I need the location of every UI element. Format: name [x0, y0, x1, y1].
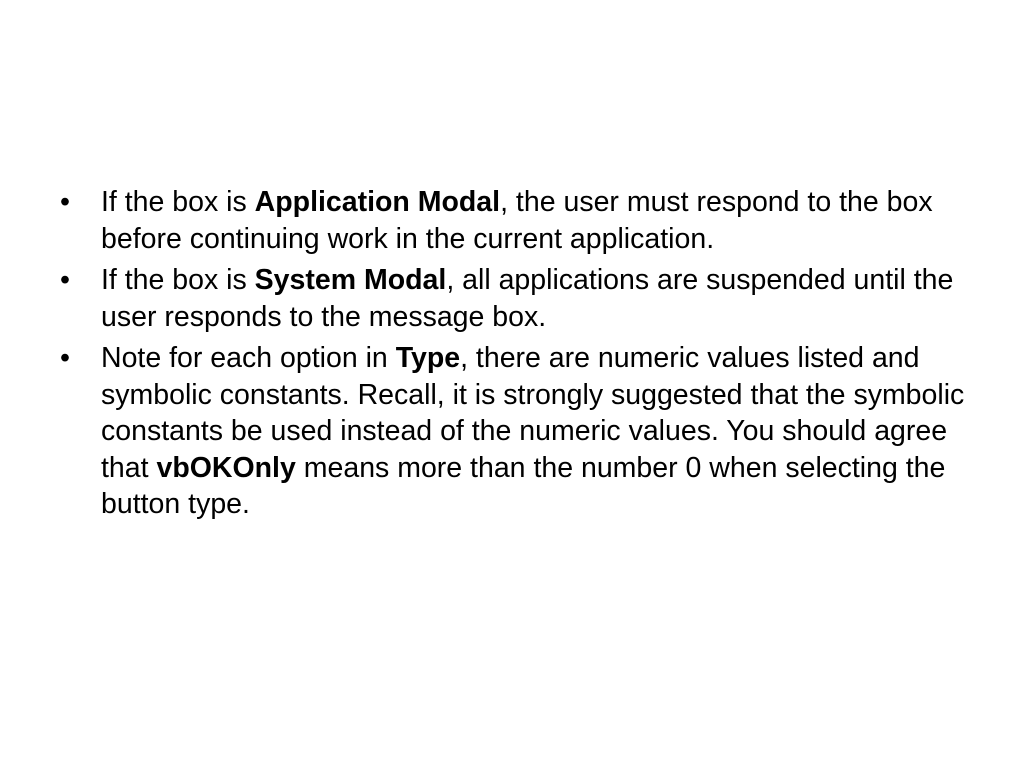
bullet-term-type: Type: [395, 342, 461, 374]
bullet-text-middle: , there are numeric values listed and symbolic constants. Recall, it is strongly suggested that the symbolic constants be used instead of the numeric values. You should agree that: [101, 342, 965, 484]
bullet-marker: •: [60, 342, 70, 374]
bullet-text-after: means more than the number 0 when selecting the button type.: [101, 451, 946, 520]
bullet-type-note: [60, 340, 980, 523]
bullet-text-before: Note for each option in: [101, 342, 396, 374]
bullet-system-modal: [60, 262, 980, 335]
bullet-marker: •: [60, 186, 70, 218]
bullet-application-modal: [60, 184, 980, 257]
bullet-term-application-modal: Application Modal: [254, 186, 501, 218]
bullet-text-after: , all applications are suspended until the user responds to the message box.: [101, 264, 954, 333]
bullet-marker: •: [60, 264, 70, 296]
bullet-term-vbokonly: vbOKOnly: [156, 451, 296, 484]
bullet-text-after: , the user must respond to the box before continuing work in the current application.: [101, 186, 933, 255]
bullet-text-before: If the box is: [101, 264, 255, 296]
bullet-term-system-modal: System Modal: [254, 264, 447, 296]
bullet-text-before: If the box is: [101, 186, 255, 218]
bullet-list: [60, 184, 980, 528]
